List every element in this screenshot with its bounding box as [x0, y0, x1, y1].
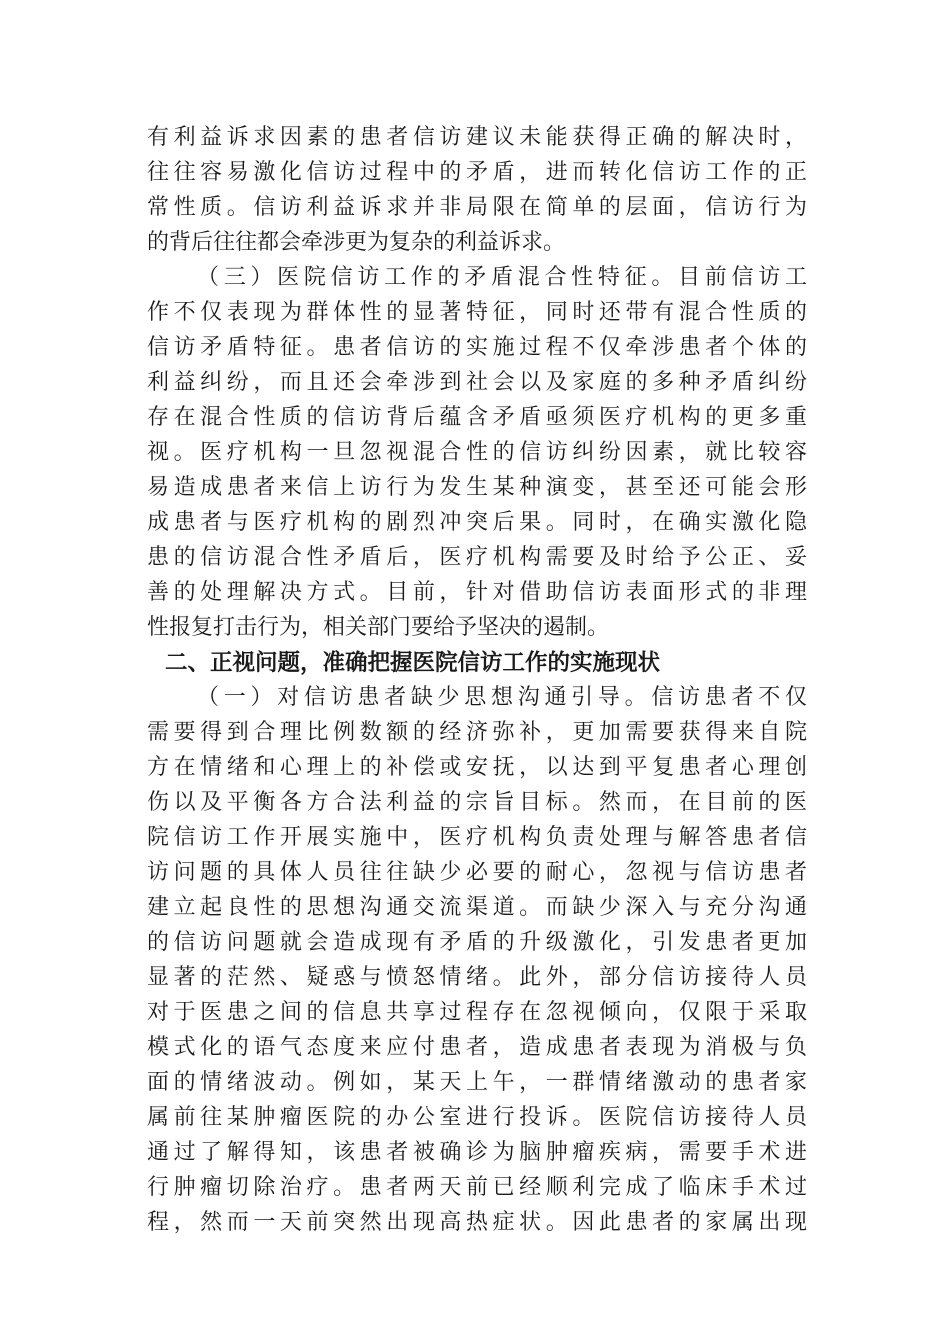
- text-line: 方在情绪和心理上的补偿或安抚，以达到平复患者心理创: [147, 755, 807, 780]
- text-line: 有利益诉求因素的患者信访建议未能获得正确的解决时，: [147, 125, 807, 150]
- text-line: 建立起良性的思想沟通交流渠道。而缺少深入与充分沟通: [147, 895, 807, 920]
- text-line: 作不仅表现为群体性的显著特征，同时还带有混合性质的: [147, 300, 807, 325]
- text-line: 面的情绪波动。例如，某天上午，一群情绪激动的患者家: [147, 1070, 807, 1095]
- text-line: 显著的茫然、疑惑与愤怒情绪。此外，部分信访接待人员: [147, 965, 807, 990]
- text-line: 伤以及平衡各方合法利益的宗旨目标。然而，在目前的医: [147, 790, 807, 815]
- text-line: 访问题的具体人员往往缺少必要的耐心，忽视与信访患者: [147, 860, 807, 885]
- text-line: 程，然而一天前突然出现高热症状。因此患者的家属出现: [147, 1210, 807, 1235]
- text-line: 存在混合性质的信访背后蕴含矛盾亟须医疗机构的更多重: [147, 405, 807, 430]
- section-heading: 二、正视问题，准确把握医院信访工作的实施现状: [165, 650, 661, 676]
- text-line: 的背后往往都会牵涉更为复杂的利益诉求。: [147, 230, 566, 255]
- text-line: 模式化的语气态度来应付患者，造成患者表现为消极与负: [147, 1035, 807, 1060]
- text-line: 成患者与医疗机构的剧烈冲突后果。同时，在确实激化隐: [147, 510, 807, 535]
- text-line: 需要得到合理比例数额的经济弥补，更加需要获得来自院: [147, 720, 807, 745]
- text-line: 信访矛盾特征。患者信访的实施过程不仅牵涉患者个体的: [147, 335, 807, 360]
- paragraph-first-line: （一）对信访患者缺少思想沟通引导。信访患者不仅: [197, 685, 807, 710]
- text-line: 的信访问题就会造成现有矛盾的升级激化，引发患者更加: [147, 930, 807, 955]
- text-line: 患的信访混合性矛盾后，医疗机构需要及时给予公正、妥: [147, 545, 807, 570]
- text-line: 利益纠纷，而且还会牵涉到社会以及家庭的多种矛盾纠纷: [147, 370, 807, 395]
- paragraph-first-line: （三）医院信访工作的矛盾混合性特征。目前信访工: [197, 265, 807, 290]
- text-line: 视。医疗机构一旦忽视混合性的信访纠纷因素，就比较容: [147, 440, 807, 465]
- text-line: 行肿瘤切除治疗。患者两天前已经顺利完成了临床手术过: [147, 1175, 807, 1200]
- text-line: 属前往某肿瘤医院的办公室进行投诉。医院信访接待人员: [147, 1105, 807, 1130]
- text-line: 对于医患之间的信息共享过程存在忽视倾向，仅限于采取: [147, 1000, 807, 1025]
- text-line: 常性质。信访利益诉求并非局限在简单的层面，信访行为: [147, 195, 807, 220]
- text-line: 院信访工作开展实施中，医疗机构负责处理与解答患者信: [147, 825, 807, 850]
- text-line: 性报复打击行为，相关部门要给予坚决的遏制。: [147, 615, 610, 640]
- text-line: 往往容易激化信访过程中的矛盾，进而转化信访工作的正: [147, 160, 807, 185]
- text-line: 通过了解得知，该患者被确诊为脑肿瘤疾病，需要手术进: [147, 1140, 807, 1165]
- text-line: 善的处理解决方式。目前，针对借助信访表面形式的非理: [147, 580, 807, 605]
- text-line: 易造成患者来信上访行为发生某种演变，甚至还可能会形: [147, 475, 807, 500]
